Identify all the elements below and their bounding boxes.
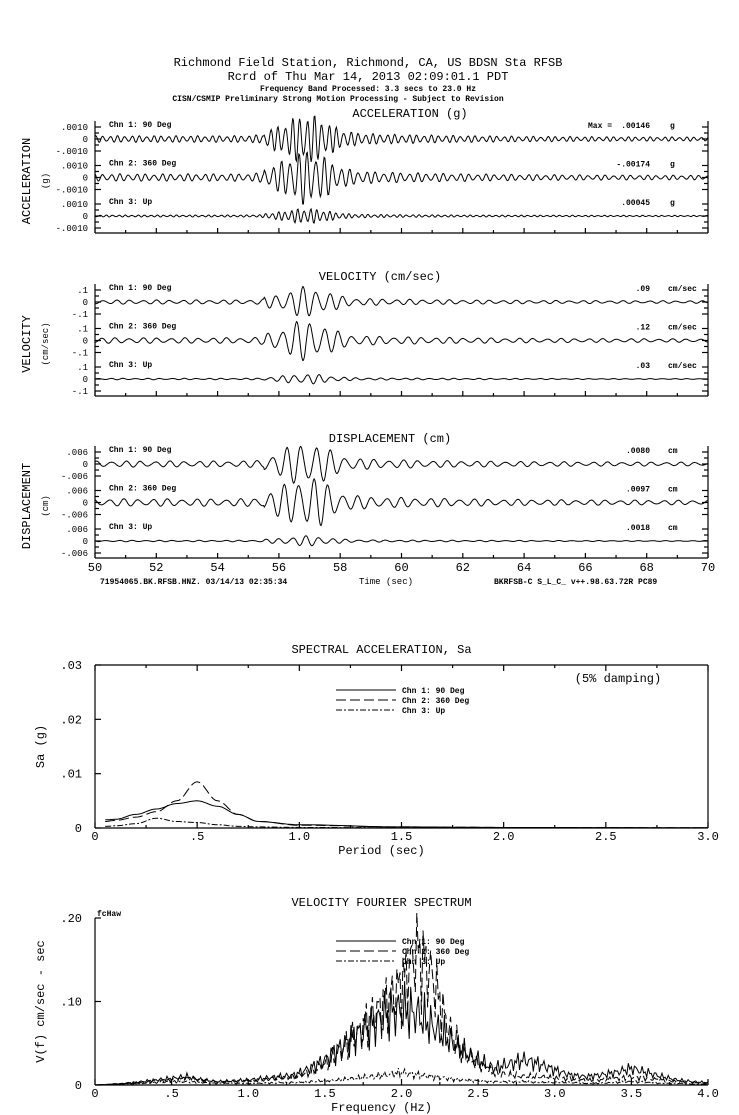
x-tick-label: 2.5 (467, 1087, 489, 1101)
x-tick-label: 1.5 (314, 1087, 336, 1101)
y-tick-label: 0 (74, 822, 82, 836)
x-tick-label: 0 (91, 1087, 99, 1101)
y-tick-positive: .0010 (60, 123, 88, 133)
x-tick-label: 2.5 (595, 830, 617, 844)
series-line-chn1 (95, 981, 708, 1085)
channel-label: Chn 2: 360 Deg (109, 322, 177, 332)
legend-label-chn2: Chn 2: 360 Deg (402, 697, 470, 706)
y-axis-unit: (cm/sec) (41, 322, 51, 366)
y-axis-label: VELOCITY (20, 315, 34, 373)
x-tick-label: 1.0 (288, 830, 311, 844)
y-axis-label: Sa (g) (34, 724, 48, 769)
fourier-spectrum-chart (34, 896, 719, 1115)
header-record: Rcrd of Thu Mar 14, 2013 02:09:01.1 PDT (227, 70, 509, 84)
y-tick-label: .03 (60, 659, 82, 673)
time-series-panels (20, 107, 715, 587)
damping-note: (5% damping) (574, 672, 662, 686)
y-tick-zero: 0 (82, 537, 88, 547)
channel-max-value: .00146 (621, 122, 650, 131)
y-tick-negative: -.006 (60, 510, 88, 521)
x-axis-label: Time (sec) (358, 577, 414, 587)
x-tick-label: 56 (271, 561, 287, 575)
x-axis-label: Frequency (Hz) (331, 1101, 432, 1115)
panel-title: DISPLACEMENT (cm) (328, 432, 452, 446)
x-tick-label: 54 (210, 561, 225, 575)
channel-label: Chn 3: Up (109, 361, 153, 370)
y-tick-label: .02 (60, 713, 82, 728)
y-tick-label: .20 (60, 912, 82, 926)
channel-label: Chn 1: 90 Deg (109, 284, 172, 293)
channel-max-value: .0018 (625, 524, 650, 533)
x-tick-label: 52 (149, 561, 164, 575)
y-tick-positive: .0010 (60, 161, 88, 172)
channel-max-value: .0097 (625, 485, 650, 495)
x-tick-label: 3.0 (697, 830, 719, 844)
y-axis-label: V(f) cm/sec - sec (34, 940, 48, 1063)
legend-label-chn2: Chn 2: 360 Deg (402, 948, 470, 957)
legend-label-chn3: Chn 3: Up (402, 707, 446, 716)
x-tick-label: 1.5 (390, 830, 413, 844)
channel-max-unit: g (670, 160, 675, 170)
channel-max-unit: g (670, 199, 675, 208)
y-axis-unit: (g) (41, 172, 51, 190)
channel-max-value: .09 (635, 285, 650, 294)
trace-acceleration-chn3 (95, 209, 708, 223)
corner-label: fcHaw (97, 910, 122, 919)
y-tick-negative: -.006 (60, 472, 88, 482)
x-tick-label: 62 (455, 561, 471, 575)
channel-max-unit: cm/sec (668, 285, 697, 294)
y-tick-positive: .1 (77, 363, 88, 373)
y-tick-zero: 0 (82, 135, 88, 145)
channel-label: Chn 3: Up (109, 198, 153, 207)
x-axis-label: Period (sec) (338, 844, 425, 858)
y-tick-positive: .0010 (60, 200, 88, 210)
y-tick-negative: -.1 (71, 348, 88, 359)
y-tick-zero: 0 (82, 336, 88, 347)
channel-max-unit: g (670, 122, 675, 131)
chart-title: SPECTRAL ACCELERATION, Sa (291, 643, 472, 657)
x-tick-label: .5 (164, 1087, 179, 1101)
y-tick-negative: -.0010 (55, 185, 88, 196)
channel-max-value: .12 (635, 323, 650, 333)
y-tick-zero: 0 (82, 498, 88, 509)
y-tick-zero: 0 (82, 375, 88, 385)
y-tick-label: .01 (60, 767, 82, 782)
legend-label-chn3: Chn 3: Up (402, 958, 446, 967)
channel-label: Chn 3: Up (109, 523, 153, 532)
x-tick-label: 3.5 (620, 1087, 643, 1101)
trace-velocity-chn2 (95, 322, 708, 361)
series-line-chn2 (105, 782, 708, 828)
panel-velocity (20, 270, 708, 397)
y-tick-negative: -.1 (71, 310, 88, 320)
trace-displacement-chn1 (95, 447, 708, 484)
y-axis-label: DISPLACEMENT (20, 462, 34, 550)
y-tick-positive: .006 (66, 525, 88, 535)
trace-acceleration-chn1 (95, 116, 708, 162)
y-tick-label: .10 (60, 995, 82, 1010)
x-tick-label: 1.0 (237, 1087, 260, 1101)
panel-displacement (20, 432, 708, 559)
channel-label: Chn 1: 90 Deg (109, 121, 172, 130)
x-tick-label: 0 (91, 830, 99, 844)
channel-max-value: .03 (635, 362, 650, 371)
y-tick-zero: 0 (82, 212, 88, 222)
x-tick-label: 70 (700, 561, 716, 575)
channel-max-unit: cm (668, 524, 678, 533)
y-tick-positive: .006 (66, 486, 88, 497)
channel-label: Chn 2: 360 Deg (109, 484, 177, 494)
series-line-chn1 (105, 801, 708, 828)
y-tick-zero: 0 (82, 298, 88, 308)
x-tick-label: .5 (189, 830, 205, 844)
y-tick-label: 0 (74, 1079, 82, 1093)
header (172, 56, 562, 104)
channel-max-value: .0080 (625, 447, 650, 456)
y-tick-zero: 0 (82, 460, 88, 470)
channel-label: Chn 2: 360 Deg (109, 159, 177, 169)
x-tick-label: 3.0 (543, 1087, 566, 1101)
y-tick-negative: -.1 (71, 387, 88, 397)
chart-title: VELOCITY FOURIER SPECTRUM (291, 896, 472, 910)
x-tick-label: 68 (639, 561, 654, 575)
trace-velocity-chn3 (95, 375, 708, 384)
x-tick-label: 2.0 (492, 830, 515, 844)
max-prefix: Max = (588, 122, 613, 131)
channel-max-unit: cm (668, 485, 678, 495)
spectral-acceleration-chart (34, 643, 719, 858)
y-tick-negative: -.0010 (55, 147, 88, 157)
trace-velocity-chn1 (95, 287, 708, 316)
panel-title: ACCELERATION (g) (352, 107, 468, 121)
y-axis-unit: (cm) (41, 495, 51, 517)
header-processing: CISN/CSMIP Preliminary Strong Motion Processing - Subject to Revision (172, 95, 504, 104)
channel-max-value: -.00174 (616, 160, 650, 170)
header-band: Frequency Band Processed: 3.3 secs to 23.0 Hz (259, 85, 477, 94)
trace-displacement-chn3 (95, 536, 708, 546)
x-tick-label: 50 (87, 561, 103, 575)
x-tick-label: 64 (516, 561, 532, 575)
legend-label-chn1: Chn 1: 90 Deg (402, 938, 465, 947)
y-tick-negative: -.0010 (55, 224, 88, 234)
y-tick-zero: 0 (82, 173, 88, 184)
x-tick-label: 66 (578, 561, 593, 575)
footer-right: BKRFSB-C S_L_C_ v++.98.63.72R PC89 (494, 578, 658, 587)
x-tick-label: 2.0 (390, 1087, 413, 1101)
trace-displacement-chn2 (95, 479, 708, 526)
y-tick-positive: .1 (77, 286, 88, 296)
panel-title: VELOCITY (cm/sec) (318, 270, 442, 284)
y-axis-label: ACCELERATION (20, 137, 34, 225)
x-tick-label: 4.0 (697, 1087, 719, 1101)
channel-label: Chn 1: 90 Deg (109, 446, 172, 455)
header-station: Richmond Field Station, Richmond, CA, US BDSN Sta RFSB (173, 56, 563, 70)
y-tick-positive: .1 (77, 324, 88, 335)
channel-max-unit: cm/sec (668, 362, 697, 371)
y-tick-negative: -.006 (60, 549, 88, 559)
footer-left: 71954065.BK.RFSB.HNZ. 03/14/13 02:35:34 (100, 578, 288, 587)
x-tick-label: 58 (332, 561, 348, 575)
channel-max-unit: cm (668, 447, 678, 456)
legend-label-chn1: Chn 1: 90 Deg (402, 687, 465, 696)
x-tick-label: 60 (394, 561, 409, 575)
channel-max-value: .00045 (621, 199, 650, 208)
channel-max-unit: cm/sec (668, 323, 697, 333)
panel-acceleration (20, 107, 708, 234)
y-tick-positive: .006 (66, 448, 88, 458)
